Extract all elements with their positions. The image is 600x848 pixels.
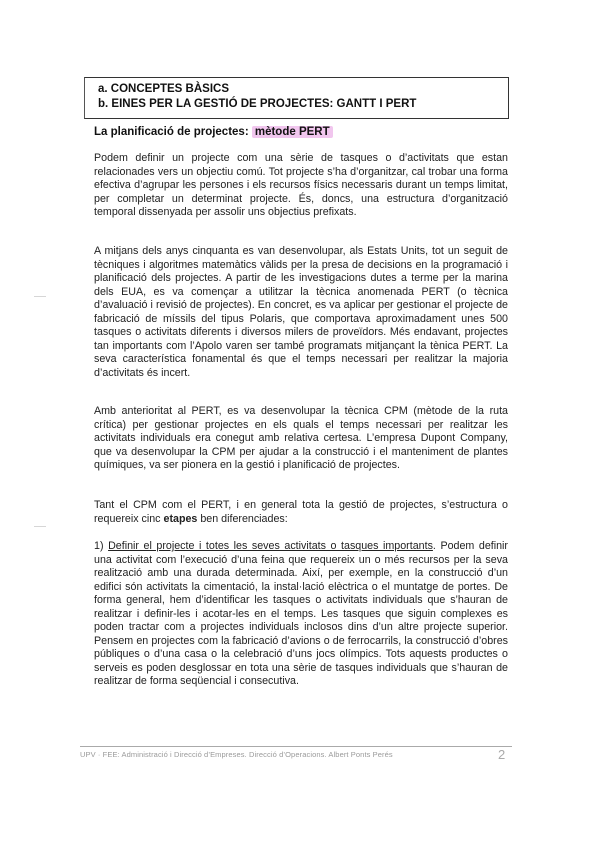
scan-mark <box>34 296 46 297</box>
section-title-prefix: La planificació de projectes: <box>94 126 252 138</box>
paragraph-stages-intro <box>94 499 508 526</box>
paragraph-step-1 <box>94 540 508 689</box>
header-line-tools: b. EINES PER LA GESTIÓ DE PROJECTES: GANTT I PERT <box>98 98 417 110</box>
footer-divider <box>80 746 512 747</box>
page-number: 2 <box>498 747 506 762</box>
header-box <box>84 77 509 119</box>
step-1-number: 1) <box>94 540 109 552</box>
step-1-heading: Definir el projecte i totes les seves activitats o tasques importants <box>108 540 433 552</box>
paragraph-project-definition: Podem definir un projecte com una sèrie de tasques o d’activitats que estan relacionades vers un objectiu comú. Tot projecte s’ha d’organitzar, cal trobar una forma efectiva d’agrupar les persones i els recursos físics necessaris durant un temps limitat, per completar un determinat projecte. És, doncs, una estructura d’organització temporal dissenyada per assolir uns objectius prefixats. <box>94 152 508 218</box>
paragraph-pert-history: A mitjans dels anys cinquanta es van desenvolupar, als Estats Units, tot un seguit de tècniques i algoritmes matemàtics vàlids per la presa de decisions en la programació i planificació dels projectes. A partir de les investigacions dutes a terme per la marina dels EUA, es va començar a utilitzar la tècnica anomenada PERT (o tècnica d’avaluació i revisió de projectes). En concret, es va aplicar per gestionar el projecte de fabricació de míssils del tipus Polaris, que comportava aproximadament unes 500 tasques o activitats diferents i diversos milers de proveïdors. Més endavant, projectes tan importants com l’Apolo varen ser també programats mitjançant la tènica PERT. La seva característica fonamental és que el temps necessari per realitzar la majoria d’activitats és incert. <box>94 245 508 379</box>
stages-keyword: etapes <box>163 512 198 525</box>
stages-intro-start: Tant el CPM com el PERT, i en general tota la gestió de projectes, s’estructura o requereix cinc <box>94 499 508 525</box>
section-title-highlight: mètode PERT <box>252 126 333 138</box>
section-title <box>94 126 333 138</box>
stages-intro-end: ben diferenciades: <box>197 512 288 525</box>
paragraph-cpm: Amb anterioritat al PERT, es va desenvolupar la tècnica CPM (mètode de la ruta crítica) per gestionar projectes en els quals el temps necessari per realitzar les activitats individuals era conegut amb relativa certesa. L’empresa Dupont Company, que va desenvolupar la CPM per ajudar a la construcció i el manteniment de plantes químiques, va ser pionera en la gestió i planificació de projectes. <box>94 405 508 471</box>
footer-text: UPV · FEE: Administració i Direcció d’Empreses. Direcció d’Operacions. Albert Ponts Perés <box>80 750 393 759</box>
scan-mark <box>34 526 46 527</box>
header-line-concepts: a. CONCEPTES BÀSICS <box>98 83 229 95</box>
step-1-body: . Podem definir una activitat com l’execució d’una feina que requereix un o més recursos per la seva realització amb una durada determinada. Així, per exemple, en la construcció d’un edifici són activitats la cimentació, la instal·lació elèctrica o el muntatge de portes. De forma general, hem d’identificar les tasques o activitats individuals que s’hauran de realitzar i definir-les i acotar-les en el temps. Les tasques que siguin complexes es poden tractar com a projectes individuals inclosos dins d’un altre projecte superior. Pensem en projectes com la fabricació d’avions o de ferrocarrils, la construcció d’obres públiques o d’una casa o la celebració d’uns jocs olímpics. Tots aquests productes o serveis es poden desglossar en tota una sèrie de tasques individuals que s’hauran de realitzar de forma seqüencial i consecutiva. <box>94 540 508 687</box>
